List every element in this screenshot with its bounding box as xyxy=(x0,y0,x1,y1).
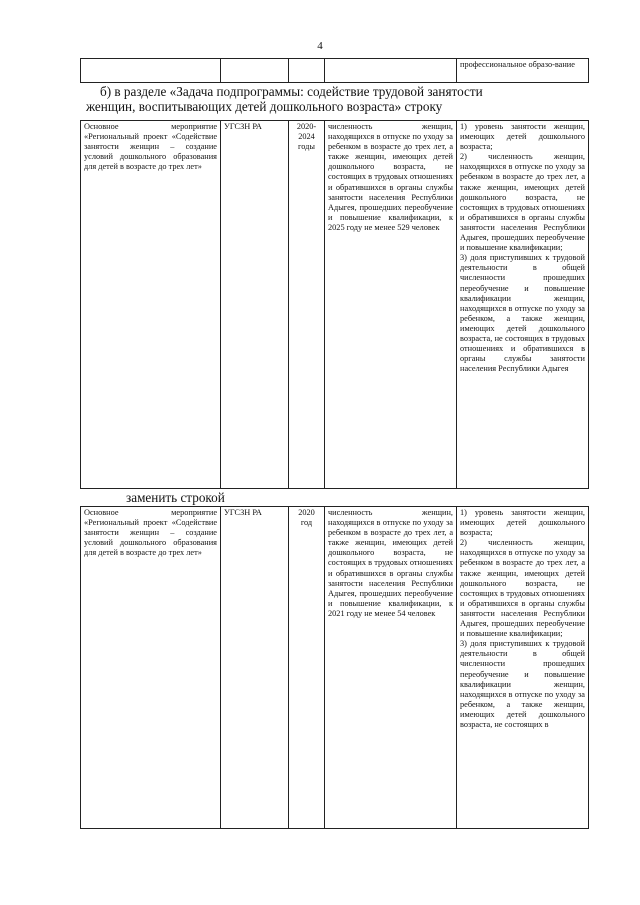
heading-line-2: женщин, воспитывающих детей дошкольного возраста» строку xyxy=(86,99,443,114)
indicators-cell xyxy=(457,507,589,829)
table-cell xyxy=(221,59,289,83)
event-text: Основное мероприятие «Региональный проект «Содействие занятости женщин – создание условий дошкольного образования для детей в возрасте до трех лет» xyxy=(84,508,217,558)
result-cell xyxy=(325,507,457,829)
table-row xyxy=(81,507,589,829)
period-text: 2020 год xyxy=(298,508,315,528)
indicator-2: 2) численность женщин, находящихся в отпуске по уходу за ребенком в возрасте до трех лет, а также женщин, имеющих детей дошкольного возраста, не состоящих в трудовых отношениях и обратившихся в органы службы занятости населения Республики Адыгея, прошедших переобучение и повышение квалификации; xyxy=(460,152,585,253)
table-row xyxy=(81,121,589,489)
result-cell xyxy=(325,121,457,489)
indicator-2: 2) численность женщин, находящихся в отпуске по уходу за ребенком в возрасте до трех лет, а также женщин, имеющих детей дошкольного возраста, не состоящих в трудовых отношениях и обратившихся в органы службы занятости населения Республики Адыгея, прошедших переобучение и повышение квалификации; xyxy=(460,538,585,639)
indicator-1: 1) уровень занятости женщин, имеющих детей дошкольного возраста; xyxy=(460,508,585,538)
event-cell xyxy=(81,507,221,829)
new-row-table xyxy=(80,506,589,829)
top-fragment-table xyxy=(80,58,589,83)
result-text: численность женщин, находящихся в отпуске по уходу за ребенком в возрасте до трех лет, а также женщин, имеющих детей дошкольного возраста, не состоящих в трудовых отношениях и обратившихся в органы службы занятости населения Республики Адыгея, прошедших переобучение и повышение квалификации, к 2025 году не менее 529 человек xyxy=(328,122,453,232)
page-number: 4 xyxy=(317,40,323,52)
heading-line-1: б) в разделе «Задача подпрограммы: содействие трудовой занятости xyxy=(100,84,483,99)
period-cell xyxy=(289,121,325,489)
top-last-cell-text: профессиональное образо-вание xyxy=(460,60,575,69)
result-text: численность женщин, находящихся в отпуске по уходу за ребенком в возрасте до трех лет, а также женщин, имеющих детей дошкольного возраста, не состоящих в трудовых отношениях и обратившихся в органы службы занятости населения Республики Адыгея, прошедших переобучение и повышение квалификации, к 2021 году не менее 54 человек xyxy=(328,508,453,618)
executor-text: УГСЗН РА xyxy=(224,122,262,131)
period-text: 2020-2024 годы xyxy=(296,122,317,152)
indicator-3: 3) доля приступивших к трудовой деятельности в общей численности прошедших переобучение и повышение квалификации женщин, находящихся в отпуске по уходу за ребенком, а также женщин, имеющих детей дошкольного возраста, не состоящих в трудовых отношениях и обратившихся в органы службы занятости населения Республики Адыгея xyxy=(460,253,585,374)
table-cell xyxy=(81,59,221,83)
period-cell xyxy=(289,507,325,829)
executor-text: УГСЗН РА xyxy=(224,508,262,517)
section-heading xyxy=(86,84,586,114)
table-row xyxy=(81,59,589,83)
indicator-3: 3) доля приступивших к трудовой деятельности в общей численности прошедших переобучение и повышение квалификации женщин, находящихся в отпуске по уходу за ребенком, а также женщин, имеющих детей дошкольного возраста, не состоящих в xyxy=(460,639,585,729)
event-text: Основное мероприятие «Региональный проект «Содействие занятости женщин – создание условий дошкольного образования для детей в возрасте до трех лет» xyxy=(84,122,217,172)
table-cell xyxy=(289,59,325,83)
executor-cell xyxy=(221,121,289,489)
replace-label: заменить строкой xyxy=(126,490,225,505)
table-cell xyxy=(325,59,457,83)
indicator-1: 1) уровень занятости женщин, имеющих детей дошкольного возраста; xyxy=(460,122,585,152)
executor-cell xyxy=(221,507,289,829)
original-row-table xyxy=(80,120,589,489)
table-cell xyxy=(457,59,589,83)
indicators-cell xyxy=(457,121,589,489)
event-cell xyxy=(81,121,221,489)
